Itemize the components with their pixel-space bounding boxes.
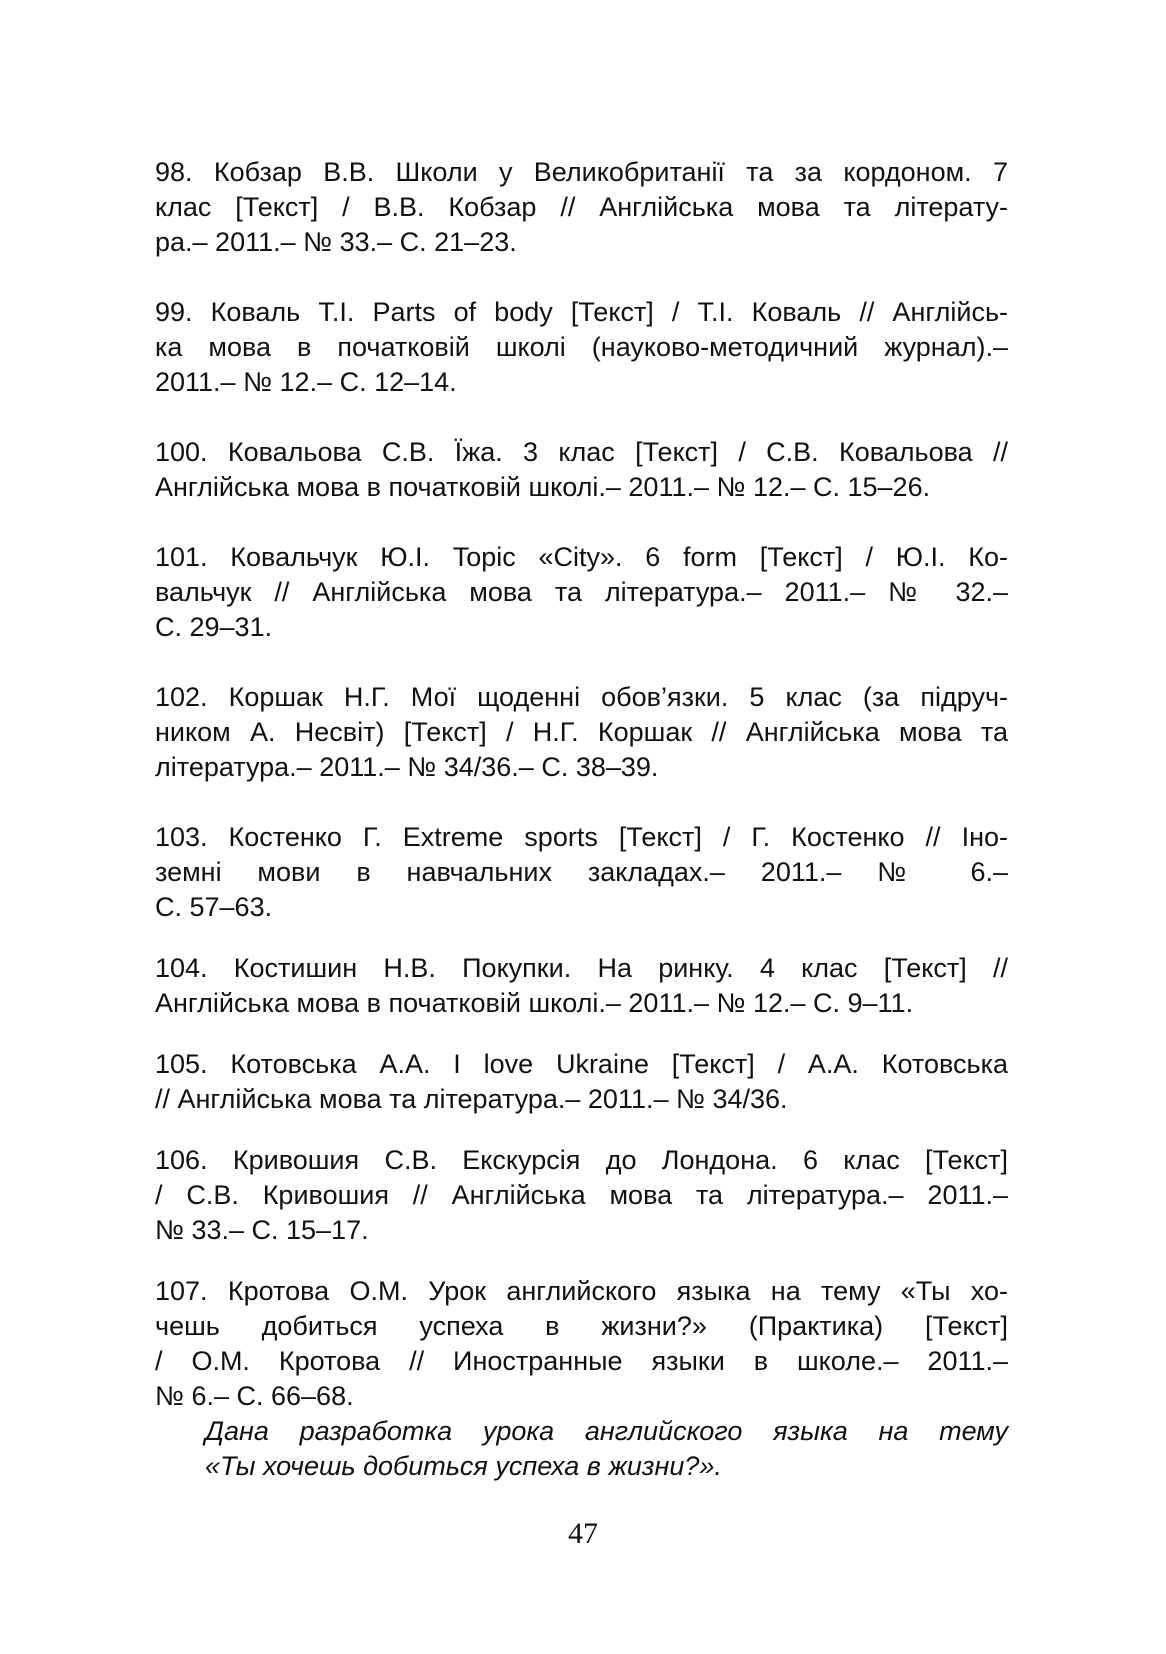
entry-line: 104. Костишин Н.В. Покупки. На ринку. 4 клас [Текст] // [155, 953, 1008, 983]
bibliography-entry-104 [155, 951, 1008, 1021]
bibliography-list [155, 155, 1008, 1484]
entry-line: клас [Текст] / В.В. Кобзар // Англійська мова та літерату- [155, 192, 1008, 222]
bibliography-entry-105 [155, 1047, 1008, 1117]
entry-line: 101. Ковальчук Ю.І. Topic «City». 6 form [Текст] / Ю.І. Ко- [155, 542, 1008, 572]
entry-line: 99. Коваль Т.І. Parts of body [Текст] / Т.І. Коваль // Англійсь- [155, 297, 1008, 327]
entry-line: 100. Ковальова С.В. Їжа. 3 клас [Текст] / С.В. Ковальова // [155, 437, 1008, 467]
entry-line: 102. Коршак Н.Г. Мої щоденні обов’язки. 5 клас (за підруч- [155, 682, 1008, 712]
entry-line: 107. Кротова О.М. Урок английского языка на тему «Ты хо- [155, 1276, 1008, 1306]
entry-line: № 33.– С. 15–17. [155, 1215, 369, 1245]
entry-line: 98. Кобзар В.В. Школи у Великобританії та за кордоном. 7 [155, 157, 1008, 187]
entry-line: 2011.– № 12.– С. 12–14. [155, 367, 457, 397]
entry-line: // Англійська мова та література.– 2011.– № 34/36. [155, 1084, 788, 1114]
bibliography-entry-107 [155, 1274, 1008, 1414]
bibliography-entry-102 [155, 680, 1008, 785]
page-number: 47 [568, 1517, 598, 1550]
entry-line: С. 29–31. [155, 612, 273, 642]
entry-line: література.– 2011.– № 34/36.– С. 38–39. [155, 752, 659, 782]
annotation-line: «Ты хочешь добиться успеха в жизни?». [205, 1451, 722, 1481]
entry-line: / С.В. Кривошия // Англійська мова та література.– 2011.– [155, 1180, 1008, 1210]
bibliography-entry-106 [155, 1143, 1008, 1248]
entry-line: С. 57–63. [155, 892, 273, 922]
bibliography-entry-103 [155, 820, 1008, 925]
entry-line: земні мови в навчальних закладах.– 2011.– № 6.– [155, 857, 1008, 887]
bibliography-entry-100 [155, 435, 1008, 505]
bibliography-entry-99 [155, 295, 1008, 400]
bibliography-entry-101 [155, 540, 1008, 645]
entry-line: / О.М. Кротова // Иностранные языки в школе.– 2011.– [155, 1346, 1008, 1376]
entry-line: 106. Кривошия С.В. Екскурсія до Лондона. 6 клас [Текст] [155, 1145, 1008, 1175]
entry-line: Англійська мова в початковій школі.– 2011.– № 12.– С. 9–11. [155, 988, 914, 1018]
entry-line: № 6.– С. 66–68. [155, 1381, 354, 1411]
entry-line: вальчук // Англійська мова та література.– 2011.– № 32.– [155, 577, 1008, 607]
entry-annotation [155, 1414, 1008, 1484]
annotation-line: Дана разработка урока английского языка на тему [205, 1416, 1008, 1446]
entry-line: Англійська мова в початковій школі.– 2011.– № 12.– С. 15–26. [155, 472, 931, 502]
entry-line: ником А. Несвіт) [Текст] / Н.Г. Коршак // Англійська мова та [155, 717, 1008, 747]
entry-line: ка мова в початковій школі (науково-методичний журнал).– [155, 332, 1008, 362]
bibliography-entry-98 [155, 155, 1008, 260]
entry-line: ра.– 2011.– № 33.– С. 21–23. [155, 227, 517, 257]
entry-line: 103. Костенко Г. Extreme sports [Текст] / Г. Костенко // Іно- [155, 822, 1008, 852]
entry-line: чешь добиться успеха в жизни?» (Практика) [Текст] [155, 1311, 1008, 1341]
entry-line: 105. Котовська А.А. I love Ukraine [Текст] / А.А. Котовська [155, 1049, 1008, 1079]
